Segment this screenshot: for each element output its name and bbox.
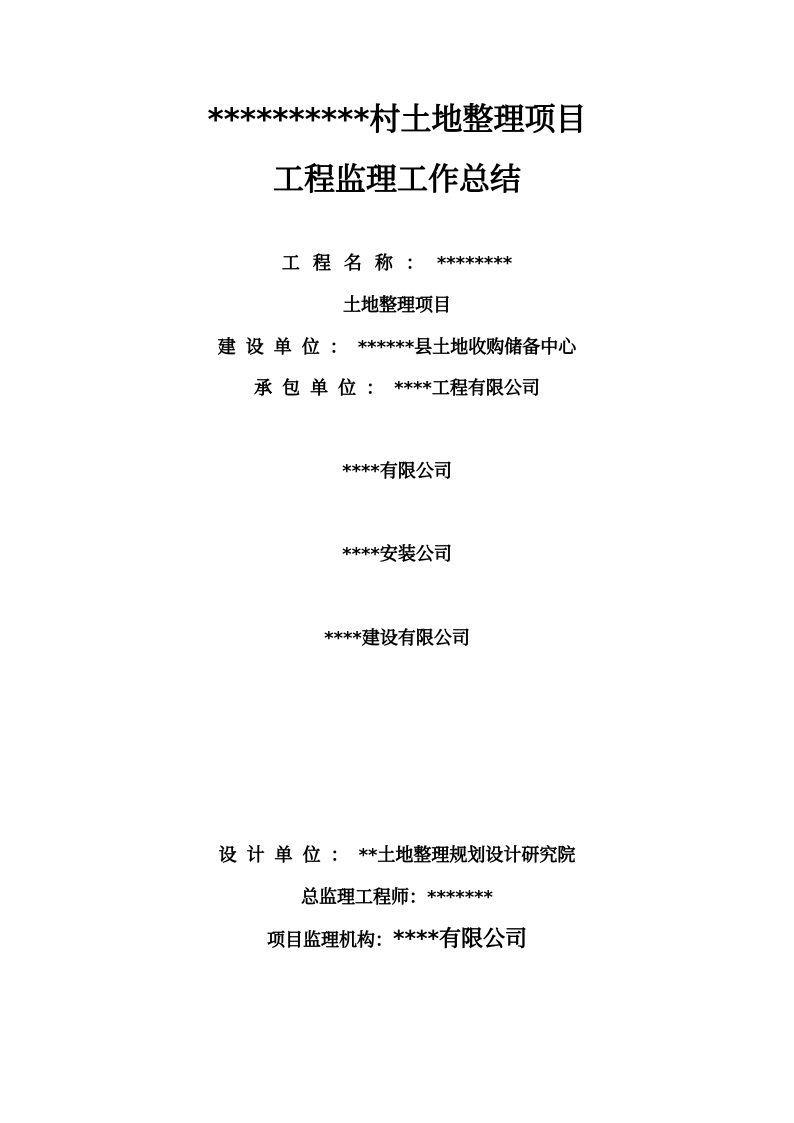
contractor-row-4 bbox=[0, 626, 794, 652]
contractor-row bbox=[0, 376, 794, 402]
design-unit-label: 设计单位： bbox=[218, 845, 359, 866]
project-name-value: ******** bbox=[436, 253, 513, 274]
supervision-org-value: ****有限公司 bbox=[392, 927, 528, 952]
contractor-row-3 bbox=[0, 542, 794, 568]
supervision-org-label: 项目监理机构： bbox=[266, 930, 393, 951]
contractor-value-3: ****安装公司 bbox=[342, 544, 452, 565]
contractor-value-2: ****有限公司 bbox=[342, 461, 452, 482]
title-line-1 bbox=[0, 100, 794, 140]
project-name-continuation bbox=[0, 293, 794, 319]
supervision-org-row bbox=[0, 926, 794, 955]
design-unit-row bbox=[0, 843, 794, 869]
title-line-1-text: **********村土地整理项目 bbox=[207, 102, 587, 138]
chief-engineer-label: 总监理工程师： bbox=[301, 887, 428, 908]
contractor-label: 承包单位： bbox=[254, 378, 395, 399]
construction-unit-value: ******县土地收购储备中心 bbox=[357, 337, 577, 358]
title-line-2-text: 工程监理工作总结 bbox=[273, 162, 521, 198]
construction-unit-label: 建设单位： bbox=[217, 337, 358, 358]
contractor-value: ****工程有限公司 bbox=[394, 378, 540, 399]
chief-engineer-value: ******* bbox=[427, 887, 493, 908]
project-name-row bbox=[0, 251, 794, 277]
contractor-value-4: ****建设有限公司 bbox=[324, 628, 470, 649]
title-line-2 bbox=[0, 160, 794, 200]
design-unit-value: **土地整理规划设计研究院 bbox=[358, 845, 576, 866]
construction-unit-row bbox=[0, 335, 794, 361]
contractor-row-2 bbox=[0, 459, 794, 485]
chief-engineer-row bbox=[0, 885, 794, 911]
project-name-label: 工程名称： bbox=[281, 253, 437, 274]
project-name-value-continued: 土地整理项目 bbox=[343, 295, 451, 316]
